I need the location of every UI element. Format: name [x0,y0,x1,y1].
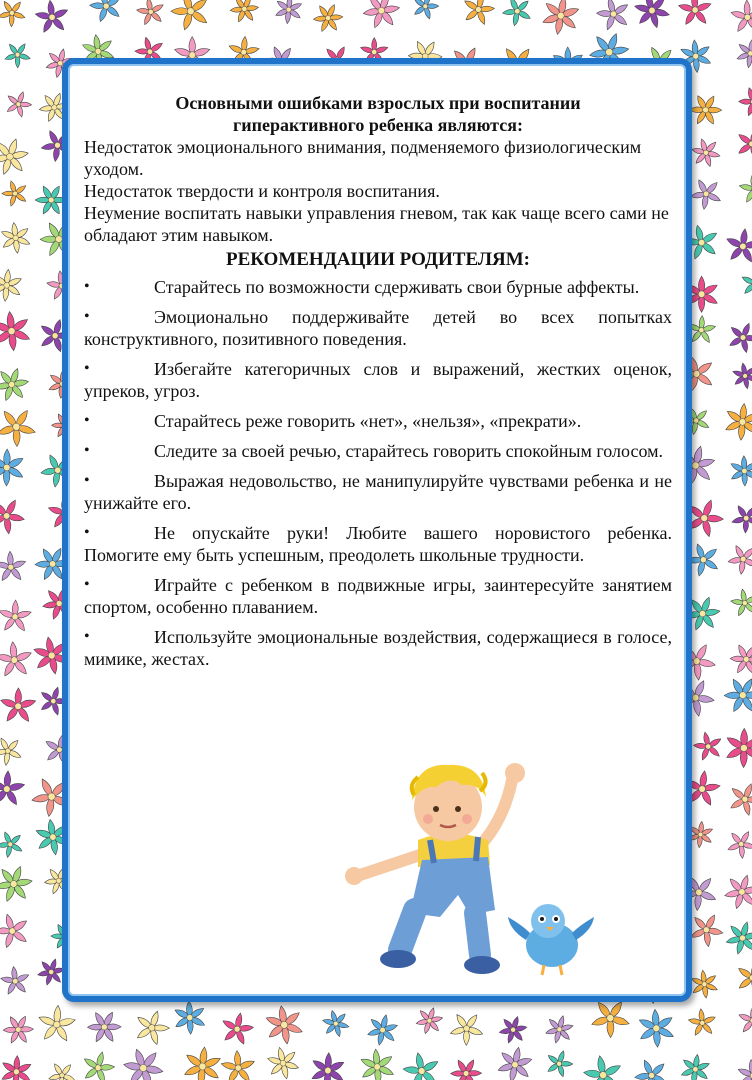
flower-icon [0,399,43,453]
flower-icon [735,37,752,69]
flower-icon [0,962,35,1001]
flower-icon [449,1013,484,1046]
recommendation-item [84,522,672,566]
flower-icon [722,919,752,958]
flower-icon [726,584,752,623]
flower-icon [734,82,752,123]
flower-icon [30,999,83,1052]
flower-icon [631,0,673,32]
mistake-item: Недостаток твердости и контроля воспитания. [84,181,440,201]
bullet-icon: • [84,628,90,645]
flower-icon [0,449,25,487]
recommendation-item [84,358,672,402]
flower-icon [0,860,37,907]
bullet-icon: • [84,442,90,459]
recommendation-text: Не опускайте руки! Любите вашего норовистого ребенка. Помогите ему быть успешным, преодолеть школьные трудности. [84,523,672,565]
flower-icon [721,870,752,914]
flower-icon [407,0,443,25]
flower-icon [726,0,752,38]
flower-icon [263,1044,303,1080]
recommendation-item [84,276,672,298]
flower-icon [724,451,752,491]
flower-icon [0,0,26,27]
flower-icon [737,1005,752,1035]
flower-icon [726,830,752,860]
flower-icon [540,1010,579,1049]
recommendation-text: Старайтесь по возможности сдерживать свои бурные аффекты. [154,277,640,297]
flower-icon [1,38,33,71]
flower-icon [0,1055,33,1080]
flower-icon [134,0,167,27]
flower-icon [229,0,260,24]
flower-icon [637,1008,676,1048]
flower-icon [722,538,752,578]
recommendation-item [84,470,672,514]
recommendation-item [84,574,672,618]
flower-icon [176,1040,229,1080]
flower-icon [577,1050,629,1080]
flower-icon [591,0,637,38]
flower-icon [85,0,130,28]
flower-icon [546,1050,572,1078]
flower-icon [361,0,403,31]
flower-icon [0,547,31,588]
flower-icon [535,0,587,42]
flower-icon [723,402,752,442]
flower-icon [260,1001,309,1049]
flower-icon [0,1009,39,1050]
flower-icon [312,3,344,33]
recommendations-heading: РЕКОМЕНДАЦИИ РОДИТЕЛЯМ: [225,249,531,270]
flower-icon [0,361,35,408]
flower-icon [0,306,37,356]
bullet-icon: • [84,412,90,429]
flower-icon [721,316,752,359]
flower-icon [689,135,724,171]
flower-icon [729,955,752,1001]
flower-icon [0,87,36,123]
blue-bird [508,904,594,975]
flower-icon [0,490,31,540]
flower-icon [119,1043,168,1080]
flower-icon [689,726,728,766]
recommendation-text: Следите за своей речью, старайтесь говорить спокойным голосом. [154,441,664,461]
flower-icon [495,1044,535,1080]
recommendation-text: Эмоционально поддерживайте детей во всех попытках конструктивного, позитивного поведения. [84,307,672,349]
flower-icon [726,498,752,538]
boy-and-bird-illustration [330,745,600,985]
flower-icon [0,730,28,770]
flower-icon [411,1002,448,1039]
recommendation-text: Используйте эмоциональные воздействия, содержащиеся в голосе, мимике, жестах. [84,627,672,669]
flower-icon [721,776,752,822]
flower-icon [217,1045,261,1080]
flower-icon [317,1005,354,1042]
flower-icon [739,268,752,299]
flower-icon [75,1046,120,1080]
recommendation-item [84,306,672,350]
flower-icon [166,0,215,36]
flower-icon [353,1043,402,1080]
recommendation-text: Выражая недовольство, не манипулируйте чувствами ребенка и не унижайте его. [84,471,672,513]
flower-icon [0,682,44,732]
flower-icon [456,0,499,31]
flower-icon [688,910,726,950]
flower-icon [216,1009,259,1051]
flower-icon [685,1006,718,1040]
flower-icon [127,1004,175,1052]
bullet-icon: • [84,576,90,593]
flower-icon [397,1048,446,1080]
flower-icon [0,830,26,861]
flower-icon [82,1005,126,1050]
flower-icon [677,0,713,26]
bullet-icon: • [84,524,90,541]
recommendation-text: Избегайте категоричных слов и выражений, жестких оценок, упреков, угроз. [84,359,672,401]
flower-icon [310,1052,346,1080]
flower-icon [0,594,38,640]
bullet-icon: • [84,308,90,325]
leaflet-content [84,92,672,678]
flower-icon [0,133,33,180]
recommendation-text: Играйте с ребенком в подвижные игры, заинтересуйте занятием спортом, особенно плаванием. [84,575,672,617]
flower-icon [32,0,71,37]
flower-icon [0,218,36,257]
flower-icon [44,1056,82,1080]
flower-icon [0,268,24,303]
flower-icon [497,0,538,31]
boy-figure [345,763,525,974]
flower-icon [729,360,752,392]
flower-icon [724,677,752,713]
recommendation-item [84,440,672,462]
flower-icon [363,1011,401,1048]
flower-icon [0,178,31,210]
bullet-icon: • [84,360,90,377]
bullet-icon: • [84,472,90,489]
flower-icon [630,1053,675,1080]
flower-icon [0,907,37,955]
mistakes-heading: Основными ошибками взрослых при воспитании гиперактивного ребенка являются: [175,93,581,135]
flower-icon [0,638,35,682]
flower-icon [0,764,32,814]
flower-icon [446,1053,487,1080]
mistake-item: Неумение воспитать навыки управления гневом, так как чаще всего сами не обладают этим навыком. [84,203,669,245]
flower-icon [718,222,752,271]
recommendation-text: Старайтесь реже говорить «нет», «нельзя», «прекрати». [154,411,582,431]
flower-icon [689,969,719,1000]
recommendation-item [84,626,672,670]
recommendation-item [84,410,672,432]
flower-icon [725,728,752,768]
flower-icon [675,1049,716,1080]
flower-icon [738,172,752,204]
flower-icon [725,638,752,680]
flower-icon [736,1058,752,1080]
flower-icon [732,125,752,164]
flower-icon [269,0,308,29]
flower-icon [494,1010,533,1049]
bullet-icon: • [84,278,90,295]
mistake-item: Недостаток эмоционального внимания, подменяемого физиологическим уходом. [84,137,642,179]
